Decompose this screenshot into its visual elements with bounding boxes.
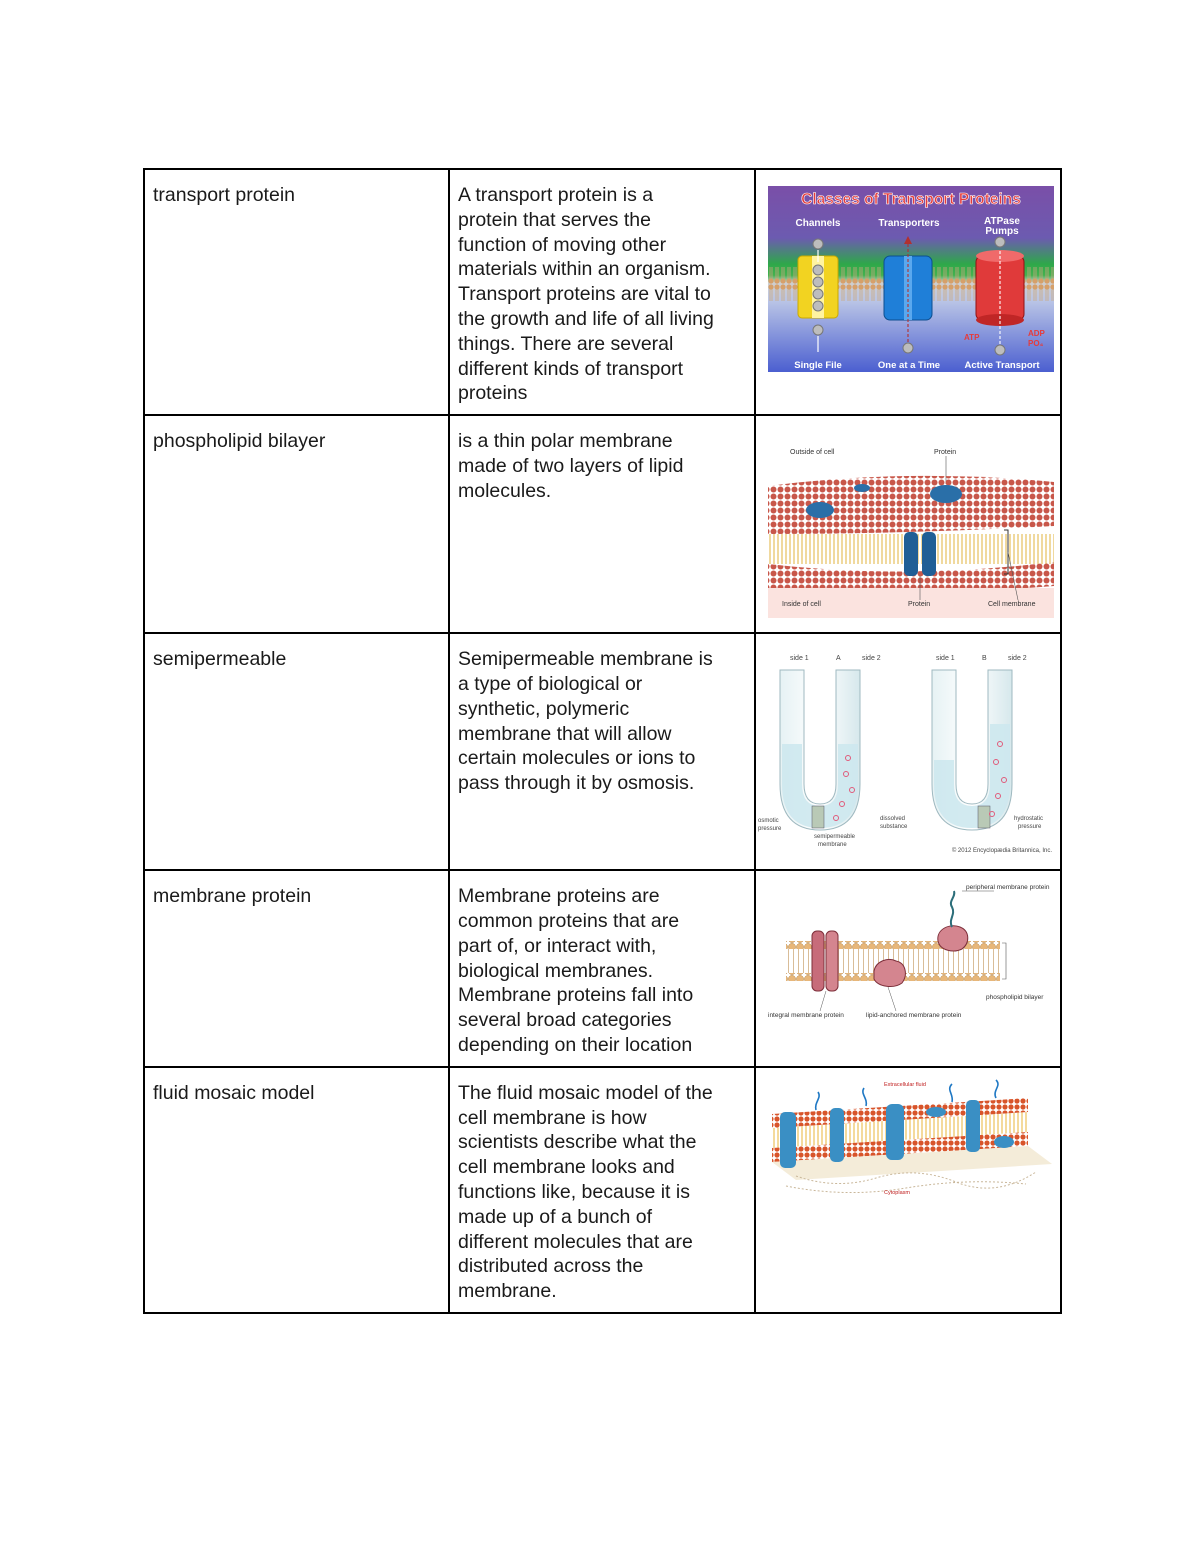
phospholipid-bilayer-figure	[756, 416, 1058, 630]
definition-cell: is a thin polar membrane made of two layers of lipid molecules.	[449, 415, 755, 633]
table-row	[144, 633, 1061, 870]
label-extracellular: Extracellular fluid	[884, 1081, 926, 1088]
label-b: B	[982, 655, 987, 663]
label-peripheral: peripheral membrane protein	[966, 884, 1050, 892]
definition-cell: Membrane proteins are common proteins that are part of, or interact with, biological membranes. Membrane proteins fall into several broad categories depending on their location	[449, 870, 755, 1067]
label-b-side1: side 1	[936, 655, 955, 663]
label-pressure: pressure	[1018, 824, 1042, 831]
table-row	[144, 169, 1061, 415]
peripheral-protein	[938, 926, 968, 951]
image-cell	[755, 633, 1061, 870]
term-cell: membrane protein	[144, 870, 449, 1067]
definition-cell: The fluid mosaic model of the cell membrane is how scientists describe what the cell membrane looks and functions like, because it is made up of a bunch of different molecules that are distributed across the membrane.	[449, 1067, 755, 1313]
label-hydrostatic: hydrostatic	[1014, 816, 1044, 823]
transport-proteins-figure	[756, 170, 1058, 412]
label-a-side2: side 2	[862, 655, 881, 663]
label-integral: integral membrane protein	[768, 1012, 844, 1020]
label-substance: substance	[880, 824, 908, 831]
label-inside-of-cell: Inside of cell	[782, 601, 821, 609]
figure-title: Classes of Transport Proteins	[801, 191, 1021, 208]
vocabulary-table	[143, 168, 1062, 1314]
image-cell	[755, 1067, 1061, 1313]
label-phospholipid-bilayer: phospholipid bilayer	[986, 994, 1044, 1002]
label-osmotic-2: pressure	[758, 826, 782, 833]
semipermeable-membrane-figure	[756, 634, 1058, 867]
label-transporters: Transporters	[878, 218, 940, 229]
footer-one-at-a-time: One at a Time	[877, 360, 941, 371]
label-membrane: membrane	[818, 842, 847, 849]
definition-cell: A transport protein is a protein that serves the function of moving other materials within an organism. Transport proteins are vital to the growth and life of all living things. There are several different kinds of transport proteins	[449, 169, 755, 415]
u-tube-a	[780, 670, 860, 830]
u-tube-b	[932, 670, 1012, 830]
label-lipid-anchored: lipid-anchored membrane protein	[866, 1012, 962, 1020]
label-semipermeable: semipermeable	[814, 834, 856, 841]
term-cell: fluid mosaic model	[144, 1067, 449, 1313]
membrane-protein-figure	[756, 871, 1058, 1063]
label-pumps: Pumps	[985, 226, 1019, 237]
term-cell: phospholipid bilayer	[144, 415, 449, 633]
label-cytoplasm: Cytoplasm	[884, 1189, 910, 1196]
lipid-anchored-protein	[874, 960, 905, 987]
table-row	[144, 1067, 1061, 1313]
term-cell: semipermeable	[144, 633, 449, 870]
atp-label: ATP	[964, 333, 980, 342]
term-cell: transport protein	[144, 169, 449, 415]
peripheral-protein	[806, 502, 834, 518]
image-cell	[755, 870, 1061, 1067]
label-outside-of-cell: Outside of cell	[790, 449, 835, 457]
label-cell-membrane: Cell membrane	[988, 601, 1036, 609]
definition-cell: Semipermeable membrane is a type of biological or synthetic, polymeric membrane that will allow certain molecules or ions to pass through it by osmosis.	[449, 633, 755, 870]
label-a: A	[836, 655, 841, 663]
adp-label: ADP	[1028, 329, 1045, 338]
fluid-mosaic-figure	[756, 1068, 1058, 1309]
integral-protein	[780, 1112, 796, 1168]
label-channels: Channels	[795, 218, 841, 229]
label-dissolved: dissolved	[880, 816, 906, 823]
footer-active-transport: Active Transport	[964, 360, 1040, 371]
label-protein-bottom: Protein	[908, 601, 931, 609]
label-protein-top: Protein	[934, 449, 957, 457]
label-a-side1: side 1	[790, 655, 809, 663]
label-b-side2: side 2	[1008, 655, 1027, 663]
footer-single-file: Single File	[794, 360, 842, 371]
table-row	[144, 870, 1061, 1067]
table-row	[144, 415, 1061, 633]
image-cell	[755, 415, 1061, 633]
label-osmotic: osmotic	[758, 818, 779, 825]
label-atpase: ATPase	[984, 216, 1020, 227]
copyright-label: © 2012 Encyclopædia Britannica, Inc.	[951, 848, 1052, 855]
image-cell	[755, 169, 1061, 415]
pi-label: PO₄	[1028, 339, 1044, 348]
